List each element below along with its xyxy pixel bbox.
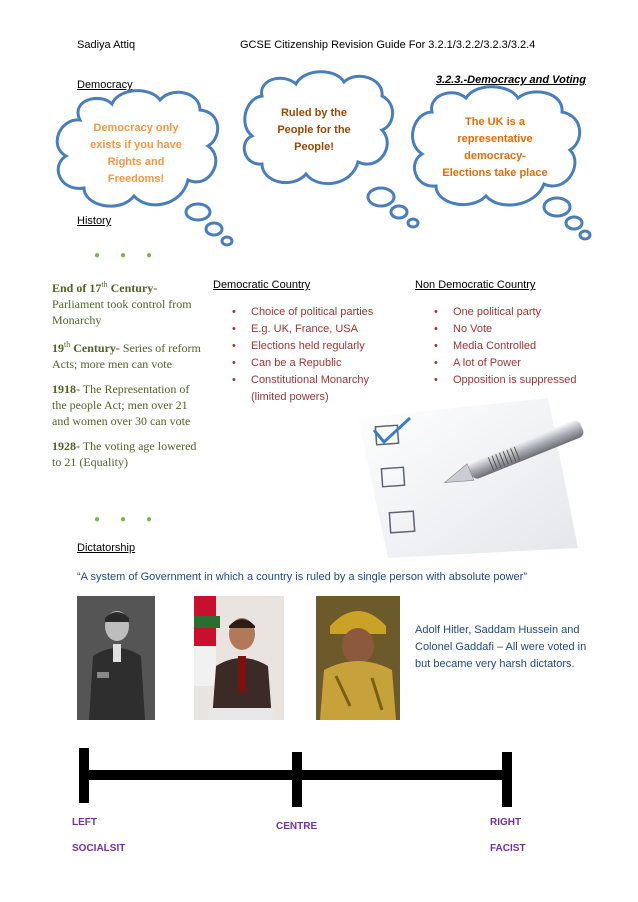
gaddafi-photo xyxy=(316,596,400,720)
democratic-list xyxy=(213,304,403,406)
history-item-3: 1918- The Representation of the people Act; men over 21 and women over 30 can vote xyxy=(52,382,191,428)
dictators-caption: Adolf Hitler, Saddam Hussein and Colonel Gaddafi – All were voted in but became very harsh dictators. xyxy=(415,624,587,670)
cloud-text-1: Democracy only exists if you have Rights and Freedoms! xyxy=(90,122,182,185)
author-name: Sadiya Attiq xyxy=(77,39,136,51)
cloud-bubble-1c xyxy=(222,237,232,245)
cloud-bubble-2c xyxy=(408,219,418,227)
political-scale xyxy=(70,740,530,810)
cloud-bubble-3a xyxy=(544,198,570,216)
saddam-photo xyxy=(194,596,284,720)
democracy-heading: Democracy xyxy=(77,79,133,91)
scale-right-sublabel: FACIST xyxy=(490,843,526,854)
history-list xyxy=(52,277,202,479)
democratic-item: • E.g. UK, France, USA xyxy=(213,321,403,338)
non-democratic-item: • Media Controlled xyxy=(415,338,615,355)
bullet-dots-bottom: ● ● ● xyxy=(94,514,153,525)
history-item-4: 1928- The voting age lowered to 21 (Equality) xyxy=(52,439,197,469)
cloud-bubble-1b xyxy=(206,223,222,235)
cloud-bubble-1a xyxy=(186,204,210,220)
document-title: GCSE Citizenship Revision Guide For 3.2.1/3.2.2/3.2.3/3.2.4 xyxy=(240,39,536,51)
cloud-text-3: The UK is a representative democracy- Elections take place xyxy=(442,116,548,179)
history-item-2: 19th Century- Series of reform Acts; more men can vote xyxy=(52,340,201,371)
cloud-bubble-2b xyxy=(391,206,407,218)
democratic-item: • Choice of political parties xyxy=(213,304,403,321)
hitler-photo xyxy=(77,596,155,720)
scale-left-label: LEFT xyxy=(72,817,97,828)
scale-centre-label: CENTRE xyxy=(276,821,318,832)
democratic-item: • Constitutional Monarchy (limited powers) xyxy=(213,372,403,406)
democratic-item: • Can be a Republic xyxy=(213,355,403,372)
non-democratic-list xyxy=(415,304,615,389)
cloud-bubble-2a xyxy=(368,188,394,206)
cloud-bubble-3b xyxy=(566,217,582,229)
non-democratic-item: • No Vote xyxy=(415,321,615,338)
checklist-pen-image xyxy=(348,398,588,558)
cloud-text-2: Ruled by the People for the People! xyxy=(277,107,351,153)
non-democratic-item: • Opposition is suppressed xyxy=(415,372,615,389)
dictatorship-quote: “A system of Government in which a country is ruled by a single person with absolute power” xyxy=(77,571,527,583)
non-democratic-item: • One political party xyxy=(415,304,615,321)
cloud-bubble-3c xyxy=(580,231,590,239)
non-democratic-heading: Non Democratic Country xyxy=(415,279,536,291)
history-item-1: End of 17th Century- Parliament took control from Monarchy xyxy=(52,280,192,327)
scale-line xyxy=(84,770,508,780)
non-democratic-item: • A lot of Power xyxy=(415,355,615,372)
bullet-dots-top: ● ● ● xyxy=(94,250,153,261)
section-reference: 3.2.3.-Democracy and Voting xyxy=(436,74,586,86)
democratic-item: • Elections held regularly xyxy=(213,338,403,355)
dictatorship-heading: Dictatorship xyxy=(77,542,136,554)
scale-left-sublabel: SOCIALSIT xyxy=(72,843,126,854)
democratic-heading: Democratic Country xyxy=(213,279,311,291)
scale-right-label: RIGHT xyxy=(490,817,522,828)
history-heading: History xyxy=(77,215,112,227)
